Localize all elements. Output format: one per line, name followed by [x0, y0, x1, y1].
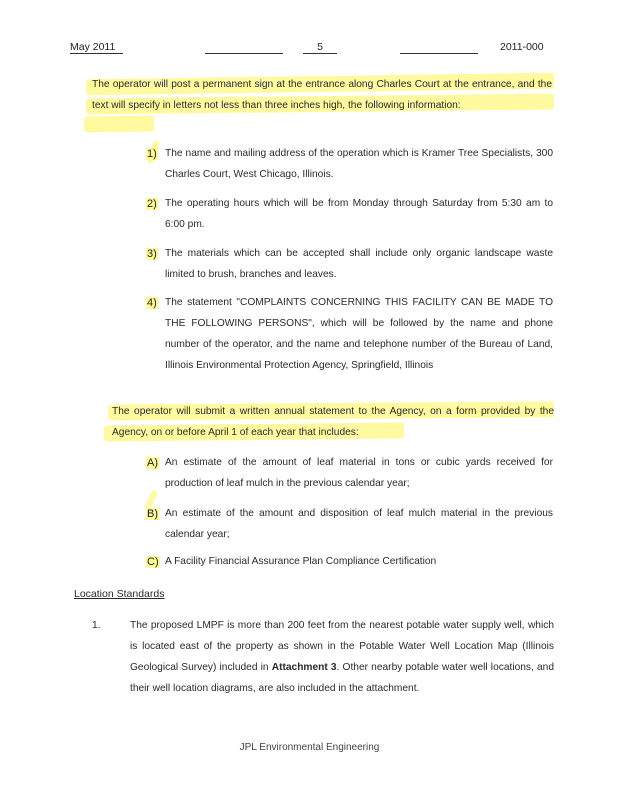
sign-paragraph: The operator will post a permanent sign at the entrance along Charles Court at the entrance, and the text will specify in letters not less than three inches high, the following information: [92, 79, 552, 111]
sign-item-text: The materials which can be accepted shall include only organic landscape waste limited to brush, branches and leaves. [165, 248, 553, 280]
sign-item-text: The operating hours which will be from Monday through Saturday from 5:30 am to 6:00 pm. [165, 198, 553, 230]
annual-item-text: A Facility Financial Assurance Plan Compliance Certification [165, 556, 437, 567]
annual-item-text: An estimate of the amount and disposition of leaf mulch material in the previous calendar year; [165, 508, 553, 540]
location-item-text: The proposed LMPF is more than 200 feet from the nearest potable water supply well, which is located east of the property as shown in the Potable Water Well Location Map (Illinois Geological Survey) included in Attachment 3. Other nearby potable water well locations, and their well location diagrams, are also included in the attachment. [130, 620, 554, 694]
attachment-reference: Attachment 3 [271, 662, 337, 673]
sign-item-text: The statement "COMPLAINTS CONCERNING THIS FACILITY CAN BE MADE TO THE FOLLOWING PERSONS", which will be followed by the name and phone number of the operator, and the name and telephone number of the Bureau of Land, Illinois Environmental Protection Agency, Springfield, Illinois [165, 297, 553, 371]
header-blank-1 [205, 53, 283, 54]
header-date: May 2011 [70, 41, 123, 54]
annual-paragraph: The operator will submit a written annual statement to the Agency, on a form provided by the Agency, on or before April 1 of each year that includes: [112, 406, 554, 438]
location-item-number: 1. [92, 620, 101, 631]
sign-item-marker: 3) [147, 248, 157, 260]
section-heading: Location Standards [74, 588, 165, 600]
sign-item-marker: 4) [147, 297, 157, 309]
sign-item-marker: 1) [147, 148, 157, 160]
sign-item-marker: 2) [147, 198, 157, 210]
sign-item-text: The name and mailing address of the operation which is Kramer Tree Specialists, 300 Charles Court, West Chicago, Illinois. [165, 148, 553, 180]
header-blank-2 [400, 53, 478, 54]
annual-item-marker: B) [147, 508, 158, 520]
annual-item-marker: C) [147, 556, 159, 568]
header-page-number: 5 [292, 41, 348, 54]
highlight-mark [84, 115, 154, 132]
header-doc-number: 2011-000 [500, 41, 544, 53]
page-footer: JPL Environmental Engineering [239, 742, 380, 753]
annual-item-marker: A) [147, 457, 158, 469]
annual-item-text: An estimate of the amount of leaf material in tons or cubic yards received for production of leaf mulch in the previous calendar year; [165, 457, 553, 489]
